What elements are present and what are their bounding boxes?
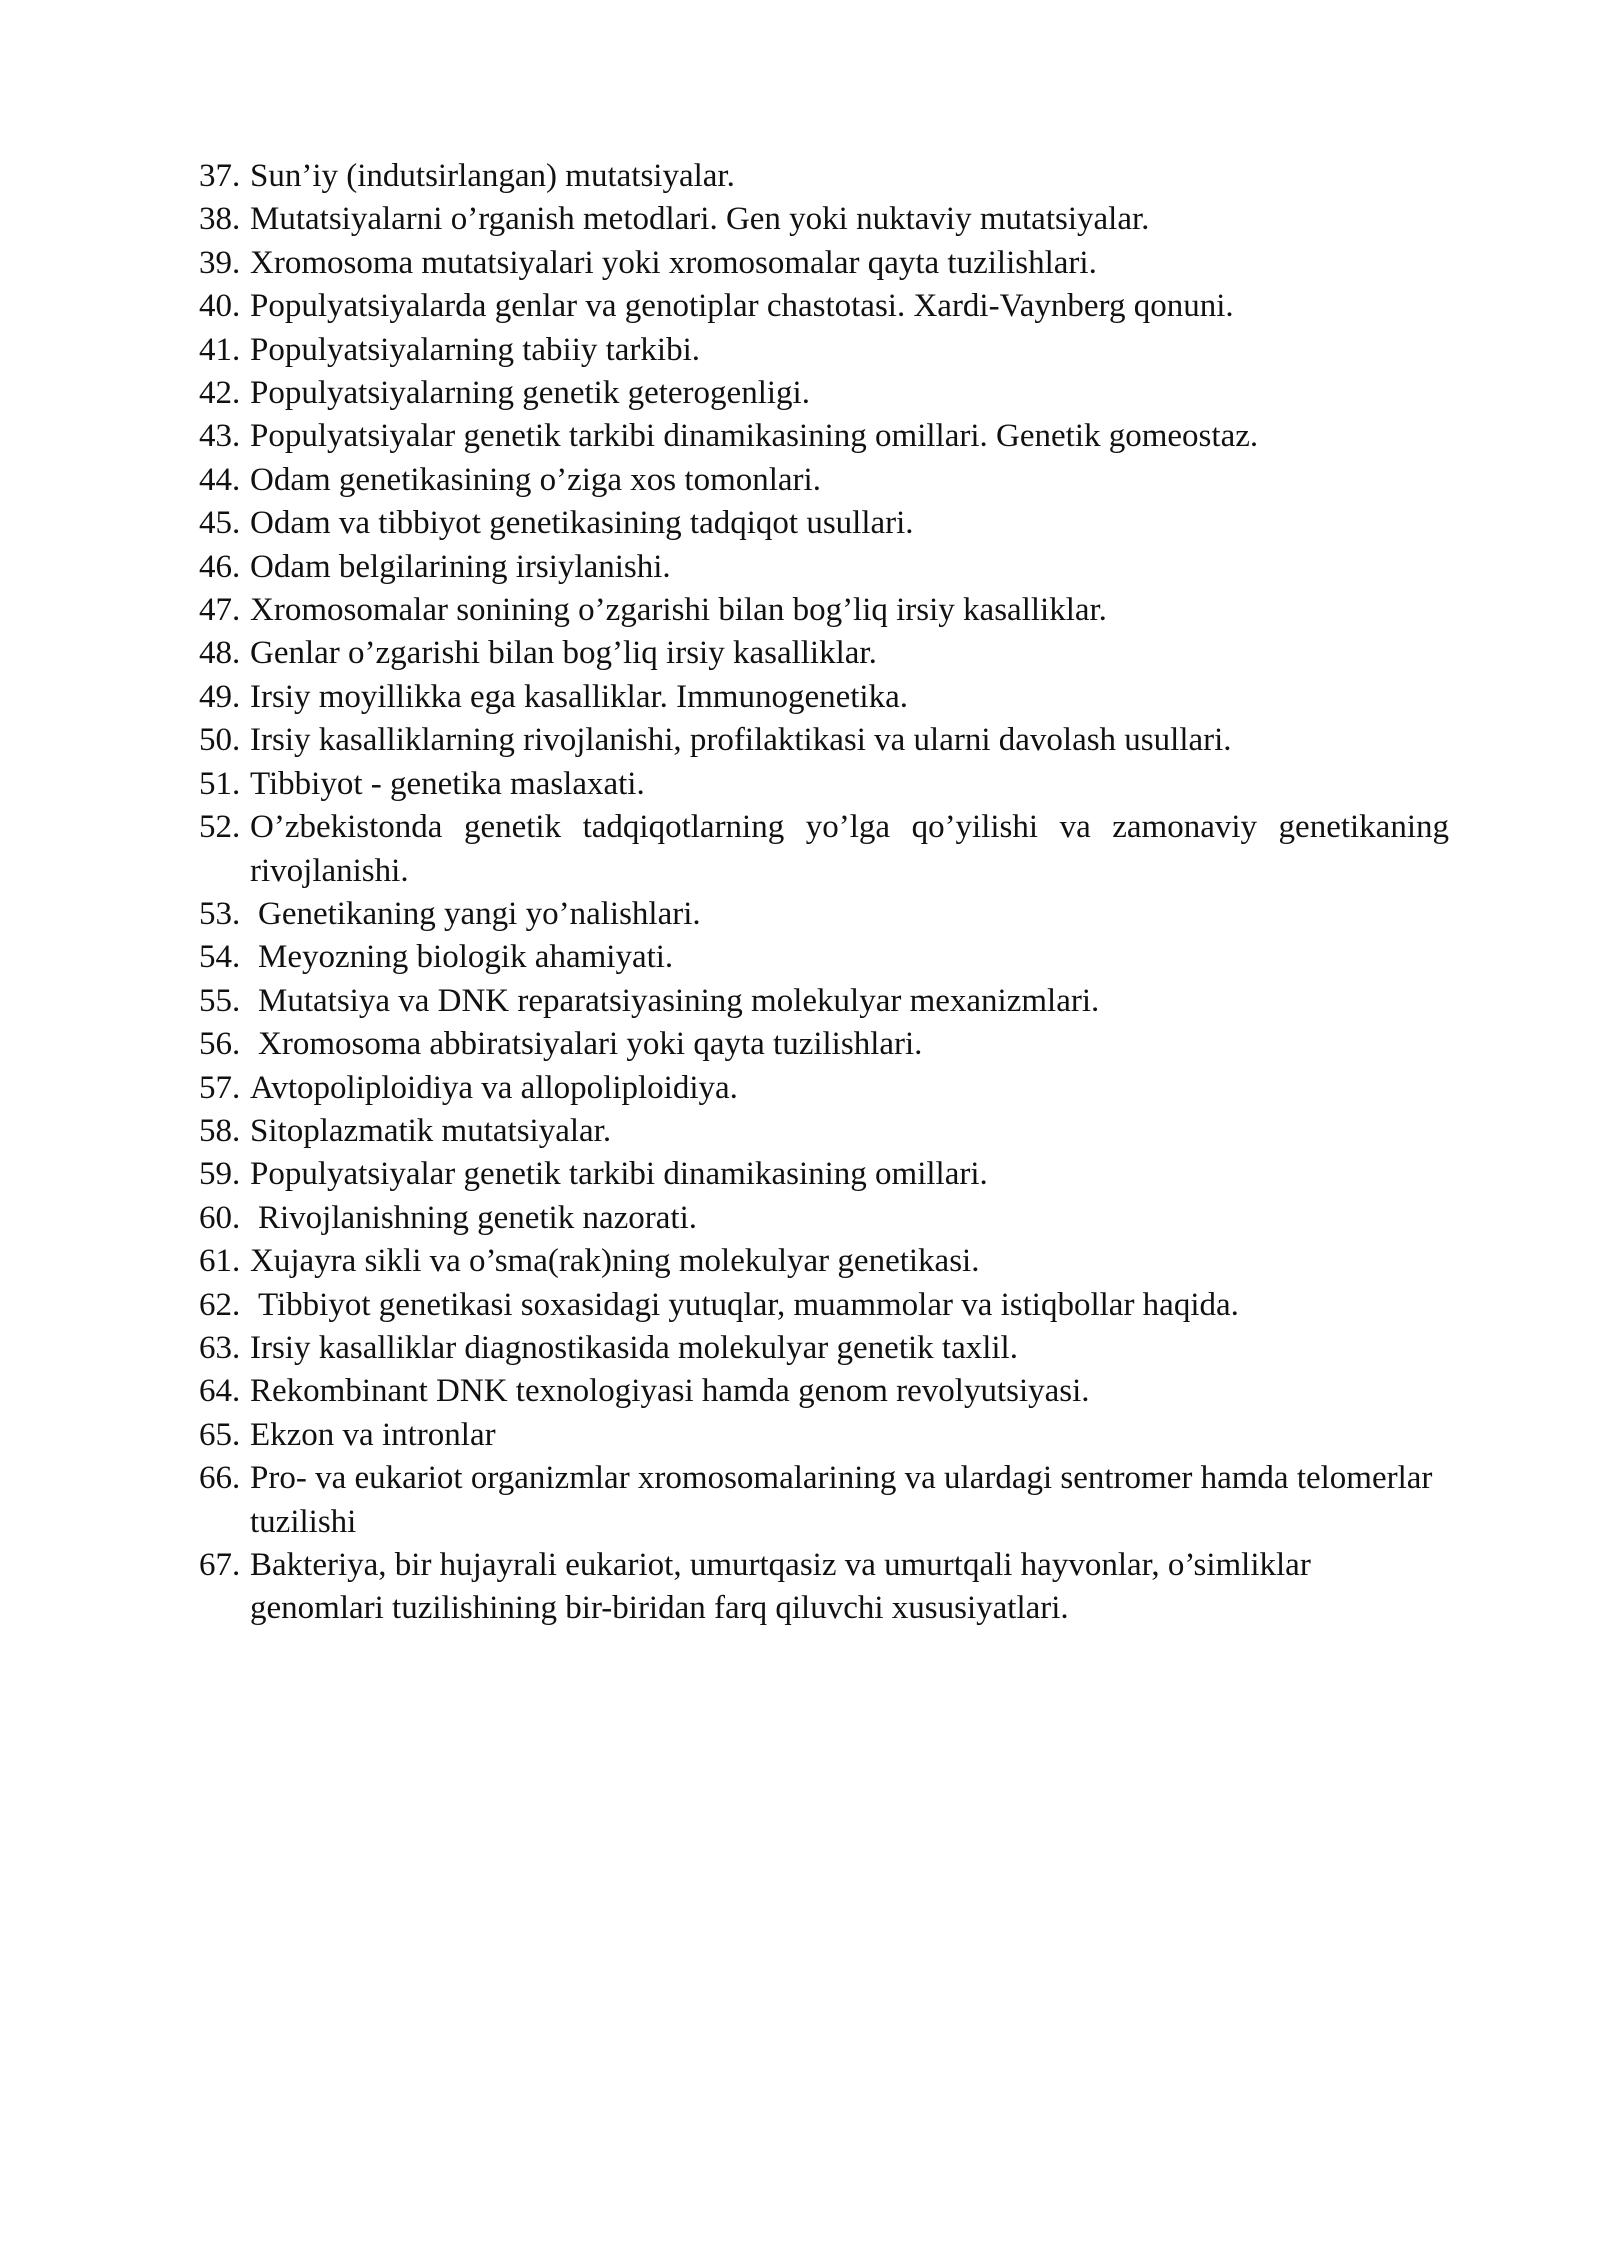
list-item xyxy=(199,719,1449,762)
item-number: 51. xyxy=(199,765,241,802)
item-number: 50. xyxy=(199,722,241,759)
list-item xyxy=(199,1284,1449,1327)
list-item xyxy=(199,459,1449,502)
item-number: 46. xyxy=(199,548,241,585)
question-list xyxy=(199,155,1449,1631)
list-item xyxy=(199,415,1449,458)
list-item xyxy=(199,285,1449,328)
list-item xyxy=(199,936,1449,979)
list-item xyxy=(199,1067,1449,1110)
item-text: Xromosomalar sonining o’zgarishi bilan bog’liq irsiy kasalliklar. xyxy=(250,592,1107,629)
list-item xyxy=(199,372,1449,415)
list-item xyxy=(199,1023,1449,1066)
item-text: Mutatsiyalarni o’rganish metodlari. Gen yoki nuktaviy mutatsiyalar. xyxy=(250,201,1150,238)
item-number: 43. xyxy=(199,418,241,455)
item-text: Irsiy kasalliklar diagnostikasida molekulyar genetik taxlil. xyxy=(250,1329,1018,1366)
item-number: 61. xyxy=(199,1243,241,1280)
list-item xyxy=(199,589,1449,632)
item-number: 39. xyxy=(199,244,241,281)
list-item xyxy=(199,1544,1449,1631)
item-number: 56. xyxy=(199,1026,249,1063)
item-text: Irsiy kasalliklarning rivojlanishi, profilaktikasi va ularni davolash usullari. xyxy=(250,722,1232,759)
item-number: 54. xyxy=(199,939,249,976)
item-text: Populyatsiyalarda genlar va genotiplar chastotasi. Xardi-Vaynberg qonuni. xyxy=(250,288,1234,325)
list-item xyxy=(199,155,1449,198)
item-text: Xromosoma mutatsiyalari yoki xromosomalar qayta tuzilishlari. xyxy=(250,244,1097,281)
item-text: Pro- va eukariot organizmlar xromosomalarining va ulardagi sentromer hamda telomerlar tuzilishi xyxy=(250,1460,1433,1540)
item-number: 47. xyxy=(199,592,241,629)
item-number: 64. xyxy=(199,1373,241,1410)
list-item xyxy=(199,1327,1449,1370)
item-number: 45. xyxy=(199,505,241,542)
item-number: 52. xyxy=(199,809,241,846)
list-item xyxy=(199,632,1449,675)
item-text: Rivojlanishning genetik nazorati. xyxy=(258,1199,697,1236)
list-item xyxy=(199,329,1449,372)
item-text: Populyatsiyalarning tabiiy tarkibi. xyxy=(250,331,701,368)
item-number: 37. xyxy=(199,158,241,194)
item-number: 57. xyxy=(199,1069,241,1106)
item-text: Populyatsiyalar genetik tarkibi dinamikasining omillari. xyxy=(250,1156,988,1193)
list-item xyxy=(199,1457,1449,1544)
list-item xyxy=(199,763,1449,806)
item-number: 38. xyxy=(199,201,241,238)
list-item xyxy=(199,198,1449,241)
list-item xyxy=(199,546,1449,589)
item-text: Odam genetikasining o’ziga xos tomonlari. xyxy=(250,461,821,498)
item-number: 63. xyxy=(199,1329,241,1366)
list-item xyxy=(199,1240,1449,1283)
item-text: O’zbekistonda genetik tadqiqotlarning yo’lga qo’yilishi va zamonaviy genetikaning rivojlanishi. xyxy=(250,809,1449,889)
list-item xyxy=(199,1414,1449,1457)
item-number: 55. xyxy=(199,982,249,1019)
item-number: 58. xyxy=(199,1112,241,1149)
item-text: Tibbiyot genetikasi soxasidagi yutuqlar, muammolar va istiqbollar haqida. xyxy=(258,1286,1239,1323)
item-number: 42. xyxy=(199,375,241,412)
item-text: Xromosoma abbiratsiyalari yoki qayta tuzilishlari. xyxy=(258,1026,923,1063)
item-number: 62. xyxy=(199,1286,249,1323)
item-number: 41. xyxy=(199,331,241,368)
item-text: Populyatsiyalarning genetik geterogenligi. xyxy=(250,375,810,412)
item-text: Odam belgilarining irsiylanishi. xyxy=(250,548,671,585)
item-number: 66. xyxy=(199,1460,241,1497)
item-text: Meyozning biologik ahamiyati. xyxy=(258,939,674,976)
item-number: 53. xyxy=(199,895,249,932)
list-item xyxy=(199,893,1449,936)
item-text: Sitoplazmatik mutatsiyalar. xyxy=(250,1112,612,1149)
item-text: Rekombinant DNK texnologiyasi hamda genom revolyutsiyasi. xyxy=(250,1373,1090,1410)
item-text: Genetikaning yangi yo’nalishlari. xyxy=(258,895,701,932)
item-number: 59. xyxy=(199,1156,241,1193)
item-text: Populyatsiyalar genetik tarkibi dinamikasining omillari. Genetik gomeostaz. xyxy=(250,418,1259,455)
item-number: 67. xyxy=(199,1547,241,1583)
item-number: 44. xyxy=(199,461,241,498)
item-text: Sun’iy (indutsirlangan) mutatsiyalar. xyxy=(250,158,735,194)
item-text: Xujayra sikli va o’sma(rak)ning molekulyar genetikasi. xyxy=(250,1243,980,1280)
list-item xyxy=(199,806,1449,893)
list-item xyxy=(199,676,1449,719)
list-item xyxy=(199,1110,1449,1153)
item-number: 48. xyxy=(199,635,241,672)
list-item xyxy=(199,980,1449,1023)
list-item xyxy=(199,1153,1449,1196)
item-number: 40. xyxy=(199,288,241,325)
item-text: Genlar o’zgarishi bilan bog’liq irsiy kasalliklar. xyxy=(250,635,877,672)
item-text: Irsiy moyillikka ega kasalliklar. Immunogenetika. xyxy=(250,678,909,715)
item-text: Tibbiyot - genetika maslaxati. xyxy=(250,765,645,802)
item-text: Ekzon va intronlar xyxy=(250,1416,496,1453)
list-item xyxy=(199,242,1449,285)
item-text: Avtopoliploidiya va allopoliploidiya. xyxy=(250,1069,738,1106)
list-item xyxy=(199,1370,1449,1413)
item-number: 65. xyxy=(199,1416,241,1453)
item-text: Odam va tibbiyot genetikasining tadqiqot usullari. xyxy=(250,505,914,542)
item-number: 60. xyxy=(199,1199,249,1236)
item-number: 49. xyxy=(199,678,241,715)
item-text: Mutatsiya va DNK reparatsiyasining molekulyar mexanizmlari. xyxy=(258,982,1100,1019)
list-item xyxy=(199,1197,1449,1240)
item-text: Bakteriya, bir hujayrali eukariot, umurtqasiz va umurtqali hayvonlar, o’simliklar genomlari tuzilishining bir-biridan farq qiluvchi xususiyatlari. xyxy=(250,1547,1311,1627)
list-item xyxy=(199,502,1449,545)
